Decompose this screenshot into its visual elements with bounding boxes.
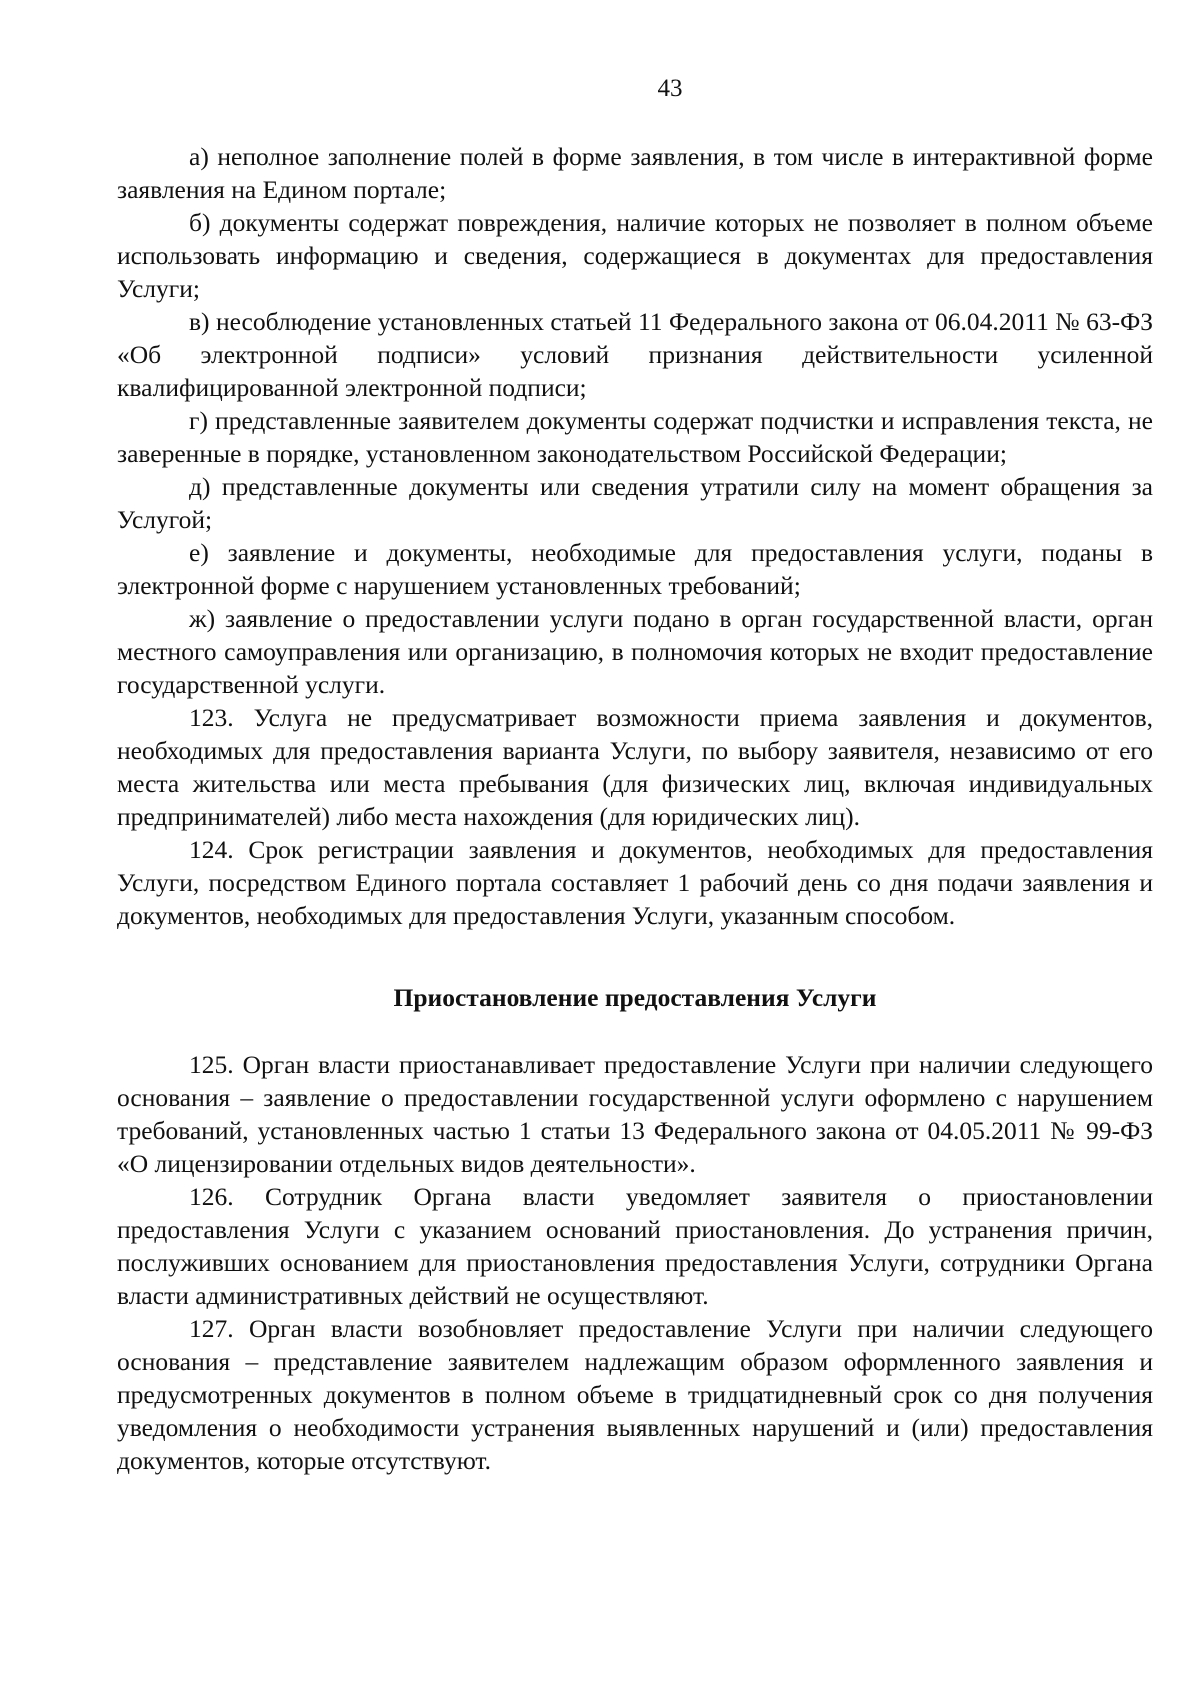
document-body [117,140,1153,1477]
paragraph-item-d: д) представленные документы или сведения утратили силу на момент обращения за Услугой; [117,472,1153,534]
paragraph-125: 125. Орган власти приостанавливает предоставление Услуги при наличии следующего основания – заявление о предоставлении государственной услуги оформлено с нарушением требований, установленных частью 1 статьи 13 Федерального закона от 04.05.2011 № 99-ФЗ «О лицензировании отдельных видов деятельности». [117,1050,1153,1178]
paragraph-item-zh: ж) заявление о предоставлении услуги подано в орган государственной власти, орган местного самоуправления или организацию, в полномочия которых не входит предоставление государственной услуги. [117,604,1153,699]
paragraph-item-b: б) документы содержат повреждения, наличие которых не позволяет в полном объеме использовать информацию и сведения, содержащиеся в документах для предоставления Услуги; [117,208,1153,303]
paragraph-item-g: г) представленные заявителем документы содержат подчистки и исправления текста, не заверенные в порядке, установленном законодательством Российской Федерации; [117,406,1153,468]
paragraph-item-e: е) заявление и документы, необходимые для предоставления услуги, поданы в электронной форме с нарушением установленных требований; [117,538,1153,600]
paragraph-item-a: а) неполное заполнение полей в форме заявления, в том числе в интерактивной форме заявления на Едином портале; [117,142,1153,204]
paragraph-124: 124. Срок регистрации заявления и документов, необходимых для предоставления Услуги, посредством Единого портала составляет 1 рабочий день со дня подачи заявления и документов, необходимых для предоставления Услуги, указанным способом. [117,835,1153,930]
page-number: 43 [657,75,683,102]
paragraph-item-v: в) несоблюдение установленных статьей 11 Федерального закона от 06.04.2011 № 63-ФЗ «Об электронной подписи» условий признания действительности усиленной квалифицированной электронной подписи; [117,307,1153,402]
paragraph-127: 127. Орган власти возобновляет предоставление Услуги при наличии следующего основания – представление заявителем надлежащим образом оформленного заявления и предусмотренных документов в полном объеме в тридцатидневный срок со дня получения уведомления о необходимости устранения выявленных нарушений и (или) предоставления документов, которые отсутствуют. [117,1314,1153,1475]
paragraph-126: 126. Сотрудник Органа власти уведомляет заявителя о приостановлении предоставления Услуги с указанием оснований приостановления. До устранения причин, послуживших основанием для приостановления предоставления Услуги, сотрудники Органа власти административных действий не осуществляют. [117,1182,1153,1310]
paragraph-123: 123. Услуга не предусматривает возможности приема заявления и документов, необходимых для предоставления варианта Услуги, по выбору заявителя, независимо от его места жительства или места пребывания (для физических лиц, включая индивидуальных предпринимателей) либо места нахождения (для юридических лиц). [117,703,1153,831]
section-heading: Приостановление предоставления Услуги [393,983,877,1012]
